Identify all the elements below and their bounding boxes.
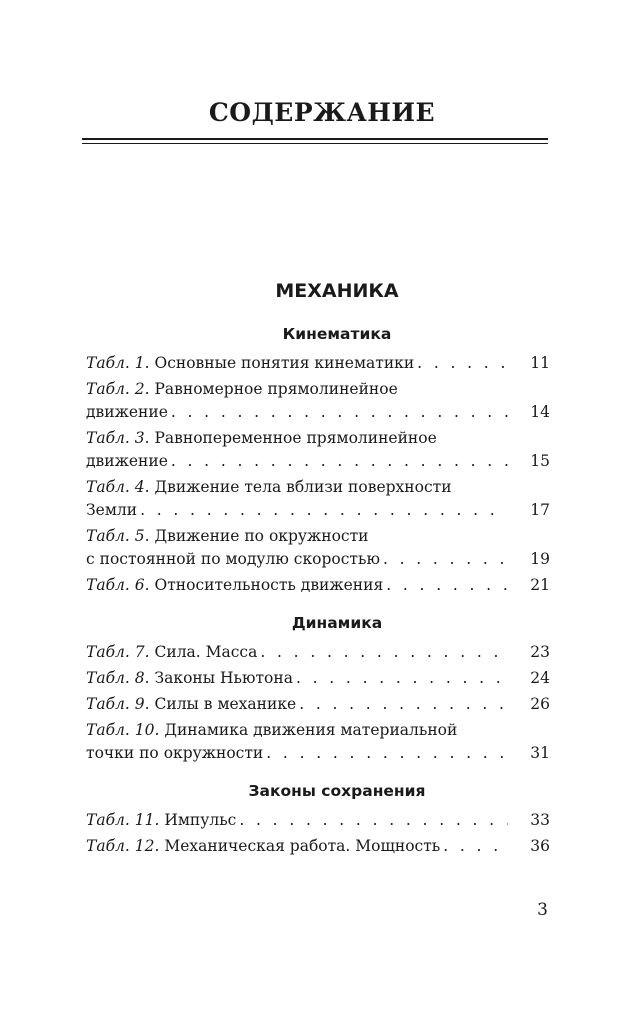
entry-title-text: Движение по окружности (154, 527, 369, 545)
toc-entry[interactable] (86, 525, 550, 571)
table-label: Табл. 12. (86, 837, 160, 855)
toc-entry[interactable] (86, 667, 550, 690)
toc-sections (86, 324, 550, 858)
entry-title-text: с постоянной по модулю скоростью (86, 550, 380, 568)
dot-leader (140, 499, 508, 522)
entry-page-number: 31 (530, 744, 550, 762)
entry-page-number: 14 (530, 403, 550, 421)
entry-page-number: 26 (530, 695, 550, 713)
toc-entry[interactable] (86, 693, 550, 716)
toc-entry[interactable] (86, 719, 550, 765)
dot-leader (239, 809, 508, 832)
table-label: Табл. 2. (86, 380, 150, 398)
dot-leader (296, 667, 508, 690)
toc-entry-line (86, 378, 550, 401)
dot-leader (383, 548, 508, 571)
entry-page-number: 33 (530, 811, 550, 829)
dot-leader (171, 401, 508, 424)
entry-page-number: 11 (530, 354, 550, 372)
table-label: Табл. 4. (86, 478, 150, 496)
toc-entry[interactable] (86, 427, 550, 473)
toc-entry-line (86, 401, 550, 424)
part-title: МЕХАНИКА (275, 280, 399, 302)
toc-entry-line (86, 641, 550, 664)
toc-entry[interactable] (86, 835, 550, 858)
toc-section (86, 781, 550, 858)
entry-page-number: 23 (530, 643, 550, 661)
title-rule-thin (82, 143, 548, 144)
toc-entry-line (86, 719, 550, 742)
toc-entry-line (86, 693, 550, 716)
table-of-contents (86, 280, 550, 861)
section-title: Кинематика (282, 325, 392, 343)
toc-entry-line (86, 450, 550, 473)
toc-entry-line (86, 809, 550, 832)
table-label: Табл. 7. (86, 643, 150, 661)
toc-entry-line (86, 548, 550, 571)
table-label: Табл. 10. (86, 721, 160, 739)
section-title: Законы сохранения (248, 782, 426, 800)
toc-entry-line (86, 742, 550, 765)
dot-leader (443, 835, 508, 858)
entry-title-text: Законы Ньютона (154, 669, 293, 687)
dot-leader (299, 693, 508, 716)
entry-page-number: 15 (530, 452, 550, 470)
toc-entry-line (86, 667, 550, 690)
entry-page-number: 36 (530, 837, 550, 855)
toc-section (86, 613, 550, 765)
table-label: Табл. 5. (86, 527, 150, 545)
title-rule-thick (82, 138, 548, 140)
dot-leader (417, 352, 508, 375)
table-label: Табл. 8. (86, 669, 150, 687)
entry-title-text: Силы в механике (154, 695, 297, 713)
entry-title-text: Динамика движения материальной (164, 721, 458, 739)
toc-entry-line (86, 499, 550, 522)
toc-section (86, 324, 550, 597)
entry-title-text: Земли (86, 501, 138, 519)
table-label: Табл. 1. (86, 354, 150, 372)
entry-title-text: Равнопеременное прямолинейное (154, 429, 437, 447)
toc-entry[interactable] (86, 378, 550, 424)
entry-title-text: Движение тела вблизи поверхности (154, 478, 452, 496)
entry-title-text: точки по окружности (86, 744, 264, 762)
toc-entry-line (86, 476, 550, 499)
entry-title-text: движение (86, 452, 168, 470)
table-label: Табл. 3. (86, 429, 150, 447)
entry-title-text: движение (86, 403, 168, 421)
toc-entry[interactable] (86, 574, 550, 597)
entry-title-text: Относительность движения (154, 576, 384, 594)
toc-entry-line (86, 352, 550, 375)
table-label: Табл. 11. (86, 811, 160, 829)
entry-title-text: Импульс (164, 811, 237, 829)
page-title: СОДЕРЖАНИЕ (208, 98, 436, 127)
entry-title-text: Механическая работа. Мощность (164, 837, 441, 855)
entry-page-number: 19 (530, 550, 550, 568)
entry-title-text: Сила. Масса (154, 643, 258, 661)
dot-leader (171, 450, 508, 473)
toc-entry-line (86, 427, 550, 450)
table-label: Табл. 9. (86, 695, 150, 713)
toc-entry-line (86, 525, 550, 548)
toc-entry-line (86, 574, 550, 597)
entry-page-number: 24 (530, 669, 550, 687)
toc-entry[interactable] (86, 641, 550, 664)
page-number: 3 (537, 900, 548, 920)
dot-leader (386, 574, 508, 597)
entry-title-text: Равномерное прямолинейное (154, 380, 398, 398)
toc-entry-line (86, 835, 550, 858)
dot-leader (260, 641, 508, 664)
entry-title-text: Основные понятия кинематики (154, 354, 415, 372)
dot-leader (266, 742, 508, 765)
toc-entry[interactable] (86, 352, 550, 375)
table-label: Табл. 6. (86, 576, 150, 594)
section-title: Динамика (291, 614, 383, 632)
toc-entry[interactable] (86, 809, 550, 832)
entry-page-number: 17 (530, 501, 550, 519)
entry-page-number: 21 (530, 576, 550, 594)
toc-entry[interactable] (86, 476, 550, 522)
